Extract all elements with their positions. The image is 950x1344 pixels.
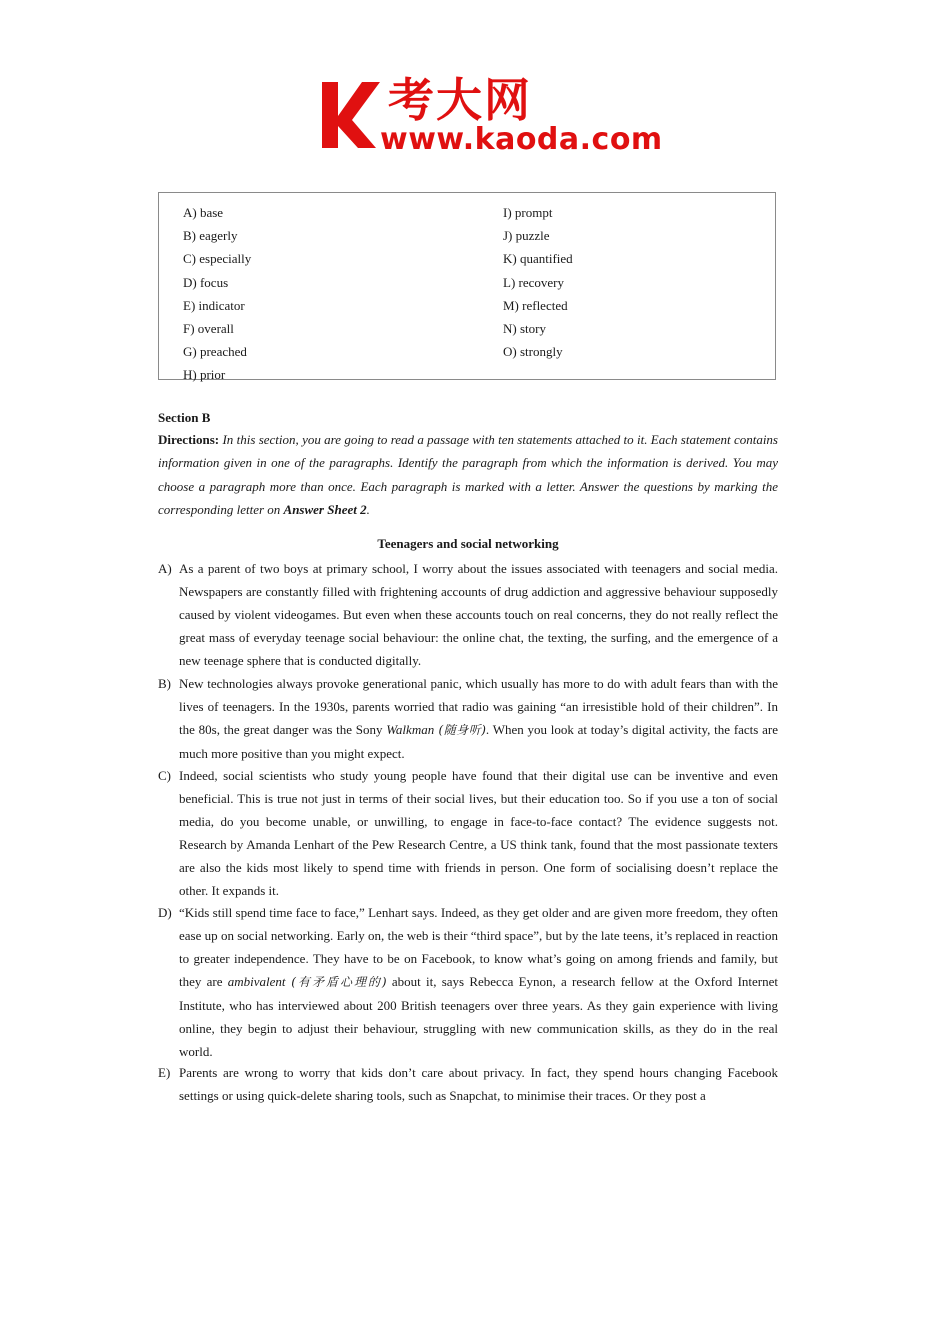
word-option: G) preached — [183, 344, 247, 360]
italic-term: Walkman — [386, 722, 435, 737]
paragraph-c — [158, 764, 778, 902]
passage-title: Teenagers and social networking — [377, 536, 559, 551]
logo-k-letter — [318, 78, 382, 150]
word-option: I) prompt — [503, 205, 553, 220]
italic-term: ambivalent — [227, 974, 286, 989]
paragraph-body: As a parent of two boys at primary school, I worry about the issues associated with teenagers and social media. Newspapers are constantly filled with frightening accounts of drug addiction and aggressive behaviour supposedly caused by violent videogames. But even when these accounts touch on real concerns, they do not really reflect the great mass of everyday teenage social behaviour: the online chat, the texting, the surfing, and the emergence of a new teenage sphere that is conducted digitally. — [179, 561, 778, 668]
word-option: B) eagerly — [183, 228, 238, 244]
paragraph-text: . When you look at today’s digital activity, the facts are much more positive than you might expect. — [179, 722, 778, 761]
paragraph-e — [158, 1061, 778, 1107]
paragraph-body — [179, 901, 778, 1063]
word-option: M) reflected — [503, 297, 568, 313]
paragraph-body — [179, 672, 778, 765]
section-directions — [158, 428, 778, 522]
word-bank-left-column — [183, 201, 251, 387]
paragraph-body: Indeed, social scientists who study young people have found that their digital use can be inventive and even beneficial. This is true not just in terms of their social lives, but their education too. So if you use a ton of social media, do you become unable, or unwilling, to engage in face-to-face contact? The evidence suggests not. Research by Amanda Lenhart of the Pew Research Centre, a US think tank, found that the most passionate texters are also the kids most likely to spend time with friends in person. One form of socialising doesn’t replace the other. It expands it. — [179, 768, 778, 898]
word-option: E) indicator — [183, 297, 245, 313]
word-option: H) prior — [183, 367, 226, 383]
directions-text: In this section, you are going to read a passage with ten statements attached to it. Each statement contains information given in one of the paragraphs. Identify the paragraph from which the information is derived. You may choose a paragraph more than once. Each paragraph is marked with a letter. Answer the questions by marking the corresponding letter on — [158, 432, 778, 518]
word-bank-box — [158, 192, 776, 383]
paragraph-text: New technologies always provoke generational panic, which usually has more to do with adult fears than with the lives of teenagers. In the 1930s, parents worried that radio was gaining “an irresistible hold of their children”. In the 80s, the great danger was the Sony — [179, 676, 778, 737]
answer-sheet-label: Answer Sheet 2 — [283, 502, 367, 518]
chinese-gloss: (随身听) — [434, 723, 486, 737]
directions-label: Directions: — [158, 432, 220, 447]
paragraph-letter: B) — [158, 676, 171, 691]
chinese-gloss: (有矛盾心理的) — [285, 975, 387, 989]
logo-url-text: www.kaoda.com — [380, 122, 663, 157]
paragraph-letter: E) — [158, 1065, 171, 1080]
word-option: O) strongly — [503, 344, 563, 360]
paragraph-text: “Kids still spend time face to face,” Lenhart says. Indeed, as they get older and are given more freedom, they often ease up on social networking. Early on, the web is their “third space”, but by the late teens, it’s replaced in reaction to greater independence. They have to be on Facebook, to know what’s going on among friends and family, but they are — [179, 905, 778, 989]
word-option: J) puzzle — [503, 228, 550, 244]
section-title: Section B — [158, 410, 211, 425]
paragraph-b — [158, 672, 778, 765]
word-option: C) especially — [183, 251, 252, 267]
paragraph-text: about it, says Rebecca Eynon, a research fellow at the Oxford Internet Institute, who has interviewed about 200 British teenagers over three years. As they gain experience with living online, they begin to adjust their behaviour, struggling with new communication skills, as they do in the real world. — [179, 974, 778, 1059]
paragraph-body: Parents are wrong to worry that kids don’t care about privacy. In fact, they spend hours changing Facebook settings or using quick-delete sharing tools, such as Snapchat, to minimise their traces. Or they post a — [179, 1065, 778, 1103]
word-option: L) recovery — [503, 274, 564, 290]
paragraph-a — [158, 557, 778, 672]
word-option: A) base — [183, 205, 224, 220]
word-option: K) quantified — [503, 251, 573, 267]
paragraph-letter: A) — [158, 561, 172, 576]
word-option: N) story — [503, 320, 546, 336]
paragraph-letter: C) — [158, 768, 171, 783]
paragraph-d — [158, 901, 778, 1063]
paragraph-letter: D) — [158, 905, 172, 920]
kaoda-logo — [318, 73, 663, 160]
word-option: D) focus — [183, 274, 229, 290]
logo-chinese-text: 考大网 — [388, 73, 532, 127]
directions-period: . — [366, 502, 370, 518]
word-bank-right-column — [503, 201, 573, 363]
word-option: F) overall — [183, 320, 234, 336]
